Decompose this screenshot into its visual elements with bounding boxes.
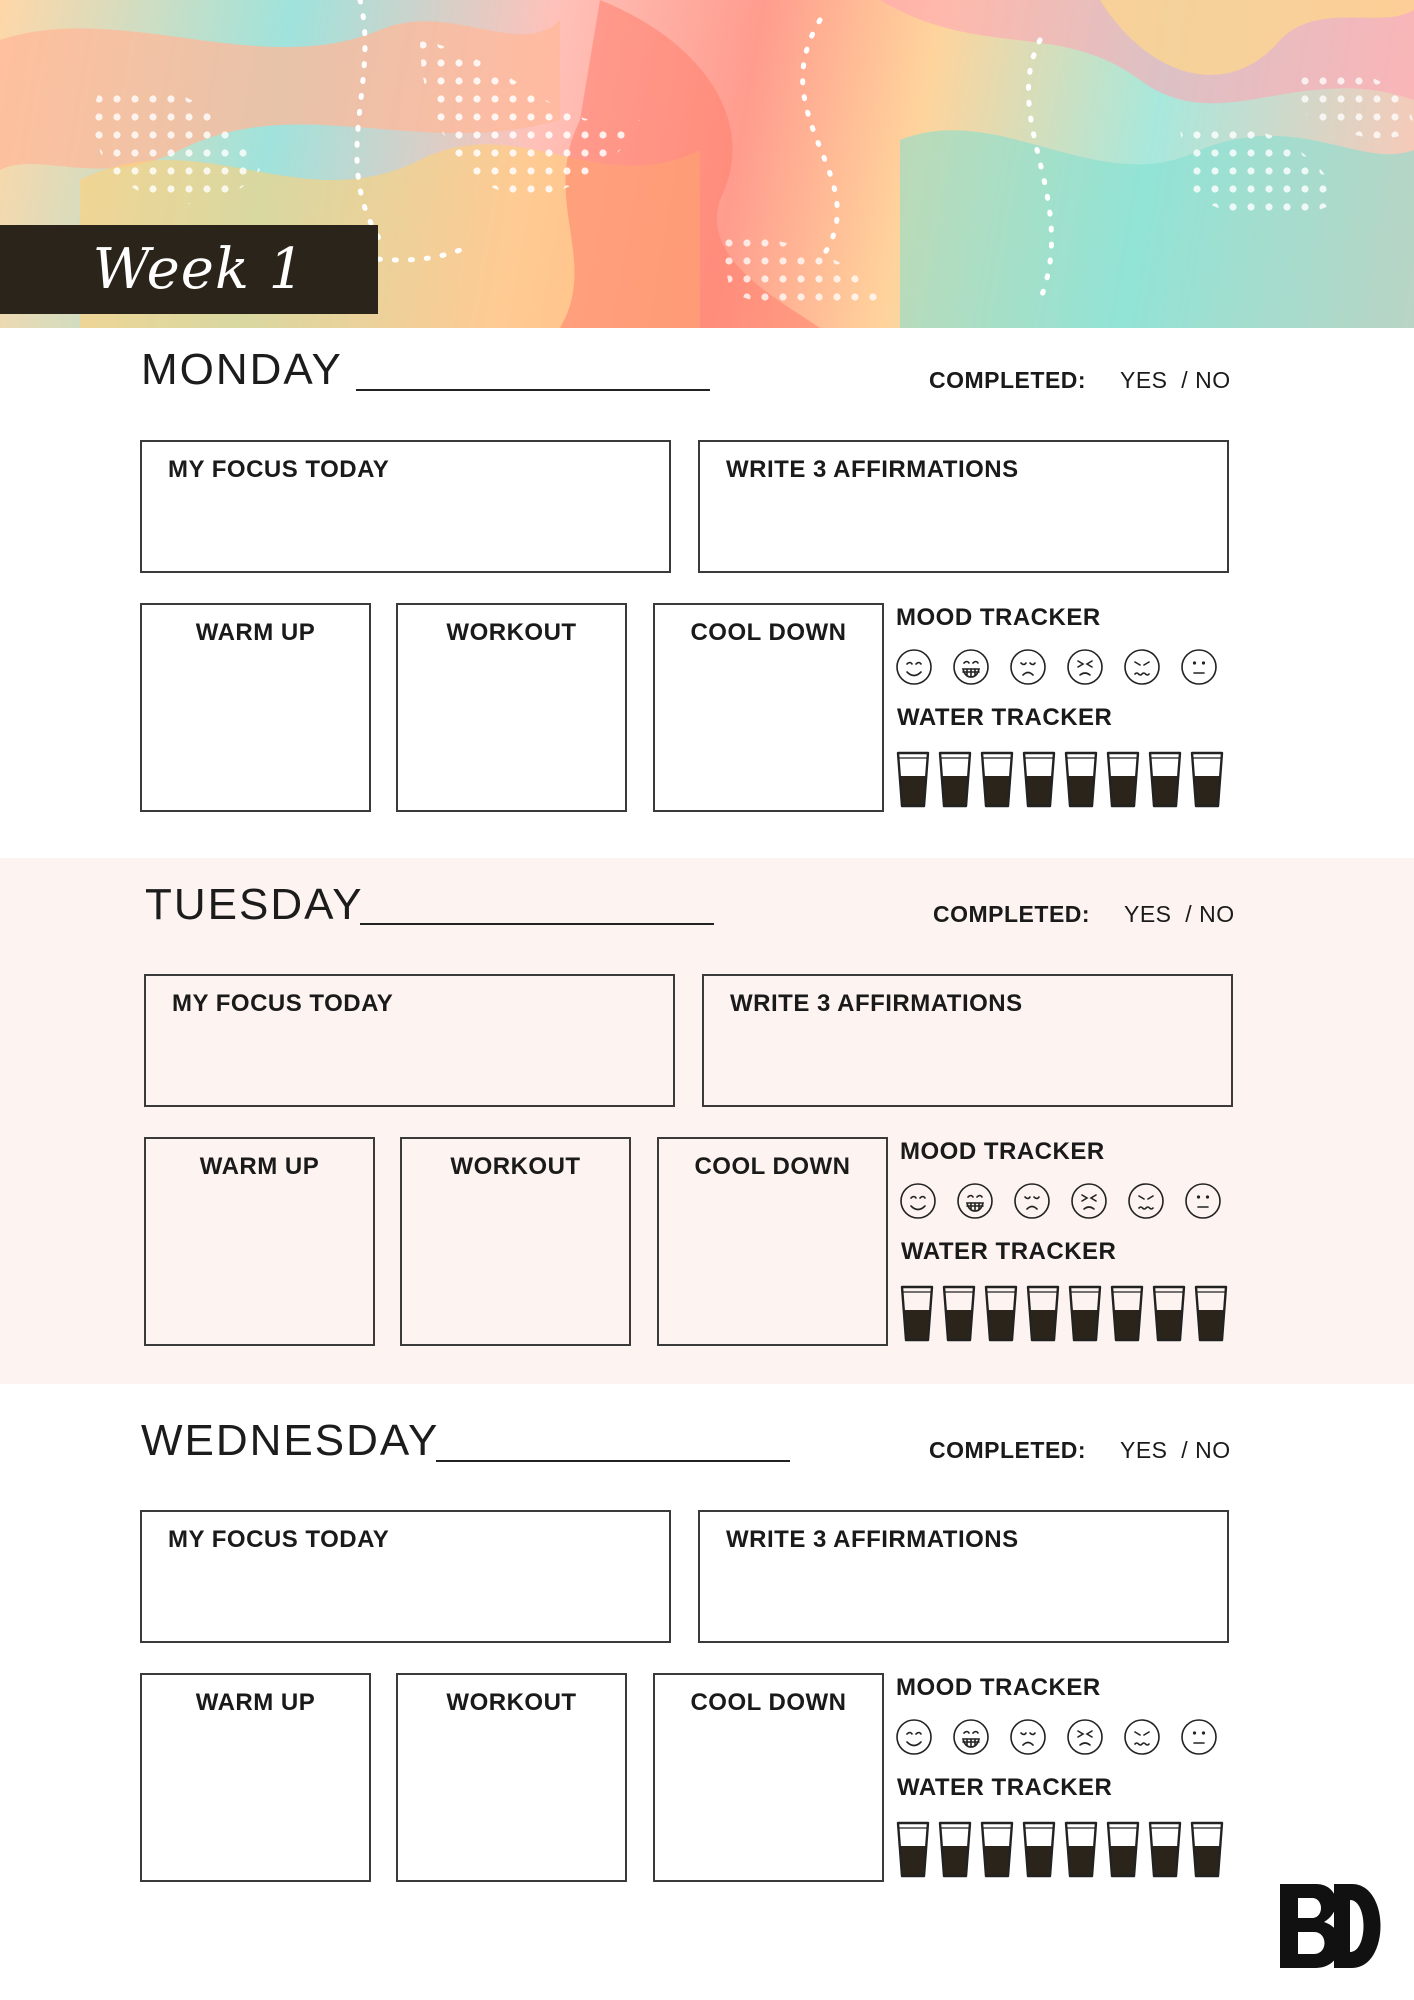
- water-glass-icon[interactable]: [1064, 750, 1098, 808]
- warm-up-box[interactable]: [140, 1673, 371, 1882]
- workout-label: WORKOUT: [450, 1153, 581, 1180]
- frustrated-icon[interactable]: [1066, 648, 1104, 686]
- water-glasses: [900, 1284, 1228, 1342]
- water-glass-icon[interactable]: [1190, 1820, 1224, 1878]
- water-glass-icon[interactable]: [896, 750, 930, 808]
- warm-up-box[interactable]: [140, 603, 371, 812]
- header-artwork: [0, 0, 1414, 328]
- smile-icon[interactable]: [899, 1182, 937, 1220]
- water-glass-icon[interactable]: [1106, 1820, 1140, 1878]
- day-title: TUESDAY: [145, 880, 364, 929]
- neutral-icon[interactable]: [1180, 648, 1218, 686]
- workout-box[interactable]: [400, 1137, 631, 1346]
- date-line[interactable]: [436, 1460, 790, 1462]
- water-glass-icon[interactable]: [1190, 750, 1224, 808]
- water-tracker-label: WATER TRACKER: [901, 1238, 1117, 1265]
- water-tracker-label: WATER TRACKER: [897, 1774, 1113, 1801]
- frustrated-icon[interactable]: [1070, 1182, 1108, 1220]
- cool-down-label: COOL DOWN: [690, 1689, 847, 1716]
- grin-icon[interactable]: [956, 1182, 994, 1220]
- mood-tracker-label: MOOD TRACKER: [900, 1138, 1105, 1165]
- water-glass-icon[interactable]: [1106, 750, 1140, 808]
- water-glass-icon[interactable]: [1064, 1820, 1098, 1878]
- water-glass-icon[interactable]: [1022, 750, 1056, 808]
- water-glass-icon[interactable]: [1152, 1284, 1186, 1342]
- week-label: Week 1: [92, 237, 306, 302]
- affirmations-label: WRITE 3 AFFIRMATIONS: [730, 990, 1023, 1017]
- sad-icon[interactable]: [1013, 1182, 1051, 1220]
- water-glass-icon[interactable]: [1068, 1284, 1102, 1342]
- day-title: MONDAY: [141, 345, 343, 394]
- warm-up-label: WARM UP: [195, 1689, 316, 1716]
- upset-icon[interactable]: [1123, 648, 1161, 686]
- cool-down-box[interactable]: [653, 1673, 884, 1882]
- yes-no-option[interactable]: YES / NO: [1120, 367, 1231, 393]
- water-glass-icon[interactable]: [1022, 1820, 1056, 1878]
- cool-down-label: COOL DOWN: [690, 619, 847, 646]
- workout-box[interactable]: [396, 1673, 627, 1882]
- focus-box[interactable]: [140, 1510, 671, 1643]
- completed-label: COMPLETED:: [929, 367, 1087, 393]
- smile-icon[interactable]: [895, 648, 933, 686]
- workout-box[interactable]: [396, 603, 627, 812]
- date-line[interactable]: [360, 923, 714, 925]
- focus-label: MY FOCUS TODAY: [168, 456, 390, 483]
- water-glass-icon[interactable]: [938, 1820, 972, 1878]
- week-label-tab: [0, 225, 378, 314]
- cool-down-box[interactable]: [653, 603, 884, 812]
- cool-down-label: COOL DOWN: [694, 1153, 851, 1180]
- water-glass-icon[interactable]: [942, 1284, 976, 1342]
- completed-label: COMPLETED:: [933, 901, 1091, 927]
- grin-icon[interactable]: [952, 648, 990, 686]
- water-glass-icon[interactable]: [1148, 1820, 1182, 1878]
- frustrated-icon[interactable]: [1066, 1718, 1104, 1756]
- brand-logo: [1272, 1880, 1390, 1972]
- upset-icon[interactable]: [1127, 1182, 1165, 1220]
- mood-tracker-label: MOOD TRACKER: [896, 604, 1101, 631]
- water-glass-icon[interactable]: [1148, 750, 1182, 808]
- affirmations-box[interactable]: [698, 1510, 1229, 1643]
- yes-no-option[interactable]: YES / NO: [1124, 901, 1235, 927]
- water-glass-icon[interactable]: [1026, 1284, 1060, 1342]
- mood-icons: [899, 1182, 1222, 1220]
- focus-label: MY FOCUS TODAY: [168, 1526, 390, 1553]
- neutral-icon[interactable]: [1180, 1718, 1218, 1756]
- water-glass-icon[interactable]: [896, 1820, 930, 1878]
- water-glass-icon[interactable]: [980, 750, 1014, 808]
- sad-icon[interactable]: [1009, 648, 1047, 686]
- water-glass-icon[interactable]: [1110, 1284, 1144, 1342]
- grin-icon[interactable]: [952, 1718, 990, 1756]
- neutral-icon[interactable]: [1184, 1182, 1222, 1220]
- cool-down-box[interactable]: [657, 1137, 888, 1346]
- smile-icon[interactable]: [895, 1718, 933, 1756]
- water-glass-icon[interactable]: [984, 1284, 1018, 1342]
- water-glasses: [896, 1820, 1224, 1878]
- upset-icon[interactable]: [1123, 1718, 1161, 1756]
- mood-tracker-label: MOOD TRACKER: [896, 1674, 1101, 1701]
- water-glass-icon[interactable]: [980, 1820, 1014, 1878]
- workout-label: WORKOUT: [446, 1689, 577, 1716]
- water-tracker-label: WATER TRACKER: [897, 704, 1113, 731]
- affirmations-label: WRITE 3 AFFIRMATIONS: [726, 456, 1019, 483]
- workout-label: WORKOUT: [446, 619, 577, 646]
- water-glass-icon[interactable]: [938, 750, 972, 808]
- warm-up-label: WARM UP: [199, 1153, 320, 1180]
- mood-icons: [895, 648, 1218, 686]
- water-glasses: [896, 750, 1224, 808]
- warm-up-label: WARM UP: [195, 619, 316, 646]
- focus-box[interactable]: [144, 974, 675, 1107]
- affirmations-box[interactable]: [702, 974, 1233, 1107]
- focus-box[interactable]: [140, 440, 671, 573]
- sad-icon[interactable]: [1009, 1718, 1047, 1756]
- water-glass-icon[interactable]: [900, 1284, 934, 1342]
- yes-no-option[interactable]: YES / NO: [1120, 1437, 1231, 1463]
- affirmations-label: WRITE 3 AFFIRMATIONS: [726, 1526, 1019, 1553]
- completed-label: COMPLETED:: [929, 1437, 1087, 1463]
- water-glass-icon[interactable]: [1194, 1284, 1228, 1342]
- affirmations-box[interactable]: [698, 440, 1229, 573]
- warm-up-box[interactable]: [144, 1137, 375, 1346]
- day-title: WEDNESDAY: [141, 1416, 440, 1465]
- mood-icons: [895, 1718, 1218, 1756]
- date-line[interactable]: [356, 389, 710, 391]
- focus-label: MY FOCUS TODAY: [172, 990, 394, 1017]
